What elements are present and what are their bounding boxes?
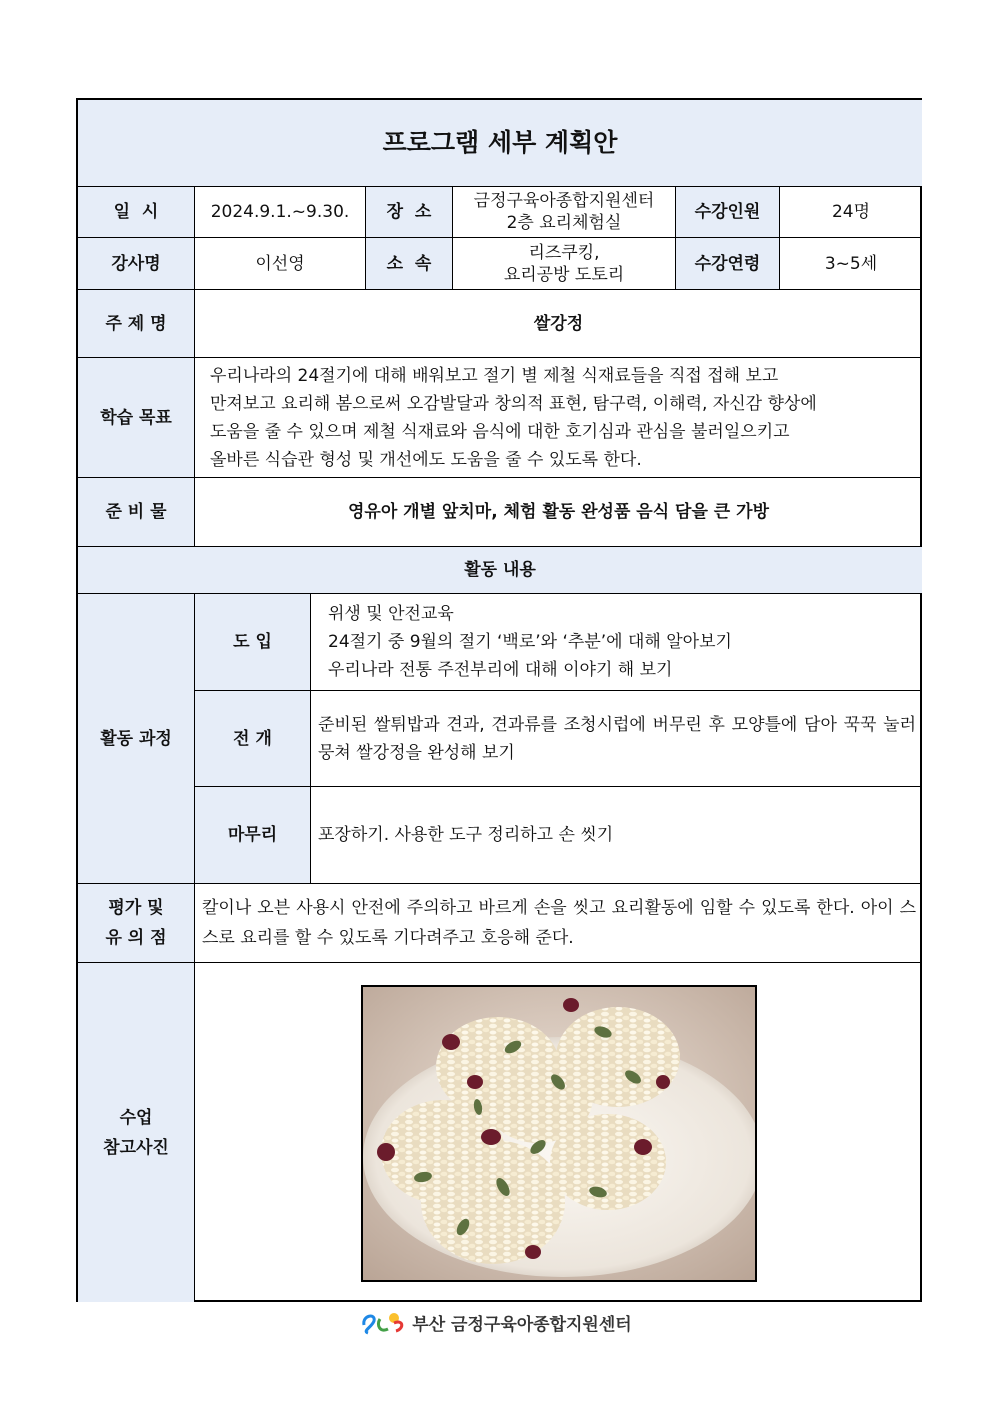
photo-label-line-1: 수업 [119,1107,153,1128]
footer-text: 부산 금정구육아종합지원센터 [412,1314,632,1335]
goal-line: 도움을 줄 수 있으며 제철 식재료와 음식에 대한 호기심과 관심을 불러일으키고 [210,421,790,442]
materials-value: 영유아 개별 앞치마, 체험 활동 완성품 음식 담을 큰 가방 [347,502,769,522]
intro-label: 도 입 [195,594,310,690]
evaluation-text: 칼이나 오븐 사용시 안전에 주의하고 바르게 손을 씻고 요리활동에 임할 수 있도록 한다. 아이 스스로 요리를 할 수 있도록 기다려주고 호응해 준다. [202,898,916,948]
page-title: 프로그램 세부 계획안 [78,100,922,186]
date-label: 일 시 [78,187,194,237]
place-line-2: 2층 요리체험실 [506,213,622,233]
affiliation-label: 소 속 [366,238,452,289]
intro-line: 위생 및 안전교육 [328,604,454,624]
intro-line: 우리나라 전통 주전부리에 대해 이야기 해 보기 [328,660,673,680]
develop-text-cell [318,691,916,786]
goal-label: 학습 목표 [78,358,194,477]
develop-label: 전 개 [195,691,310,786]
activity-header: 활동 내용 [78,547,922,593]
intro-text [328,594,918,690]
evaluation-label-line-1: 평가 및 [108,898,164,918]
process-label: 활동 과정 [78,594,194,883]
evaluation-label-line-2: 유 의 점 [105,928,167,948]
photo-label-line-2: 참고사진 [103,1137,169,1158]
goal-line: 만져보고 요리해 봄으로써 오감발달과 창의적 표현, 탐구력, 이해력, 자신감 향상에 [210,393,817,414]
goal-line: 우리나라의 24절기에 대해 배워보고 절기 별 제철 식재료들을 직접 접해 보고 [210,365,779,386]
place-label: 장 소 [366,187,452,237]
center-logo-icon [360,1309,406,1335]
photo-label [78,963,194,1302]
capacity-value: 24명 [831,202,871,222]
footer [0,1308,992,1336]
materials-label: 준 비 물 [78,478,194,546]
topic-label: 주 제 명 [78,290,194,357]
affiliation-value [453,238,675,289]
affiliation-line-2: 요리공방 도토리 [503,264,625,285]
intro-line: 24절기 중 9월의 절기 ‘백로’와 ‘추분’에 대해 알아보기 [328,632,732,652]
evaluation-label [78,884,194,962]
affiliation-line-1: 리즈쿠킹, [528,242,600,263]
age-label: 수강연령 [676,238,779,289]
develop-text: 준비된 쌀튀밥과 견과, 견과류를 조청시럽에 버무린 후 모양틀에 담아 꾹꾹 눌러 뭉쳐 쌀강정을 완성해 보기 [318,714,916,763]
topic-value: 쌀강정 [533,313,584,334]
capacity-label: 수강인원 [676,187,779,237]
wrap-text: 포장하기. 사용한 도구 정리하고 손 씻기 [318,825,614,845]
place-line-1: 금정구육아종합지원센터 [473,191,655,211]
rice-cake-photo [361,985,757,1282]
plan-sheet [76,98,922,1302]
instructor-value: 이선영 [255,253,305,274]
wrap-label: 마무리 [195,787,310,883]
place-value [453,187,675,237]
instructor-label: 강사명 [78,238,194,289]
age-value: 3~5세 [824,253,878,274]
goal-line: 올바른 식습관 형성 및 개선에도 도움을 줄 수 있도록 한다. [210,449,642,470]
goal-text [210,358,915,477]
date-value: 2024.9.1.~9.30. [210,202,350,222]
evaluation-text-cell [202,884,916,962]
rice-cake-photo-icon [363,987,755,1280]
